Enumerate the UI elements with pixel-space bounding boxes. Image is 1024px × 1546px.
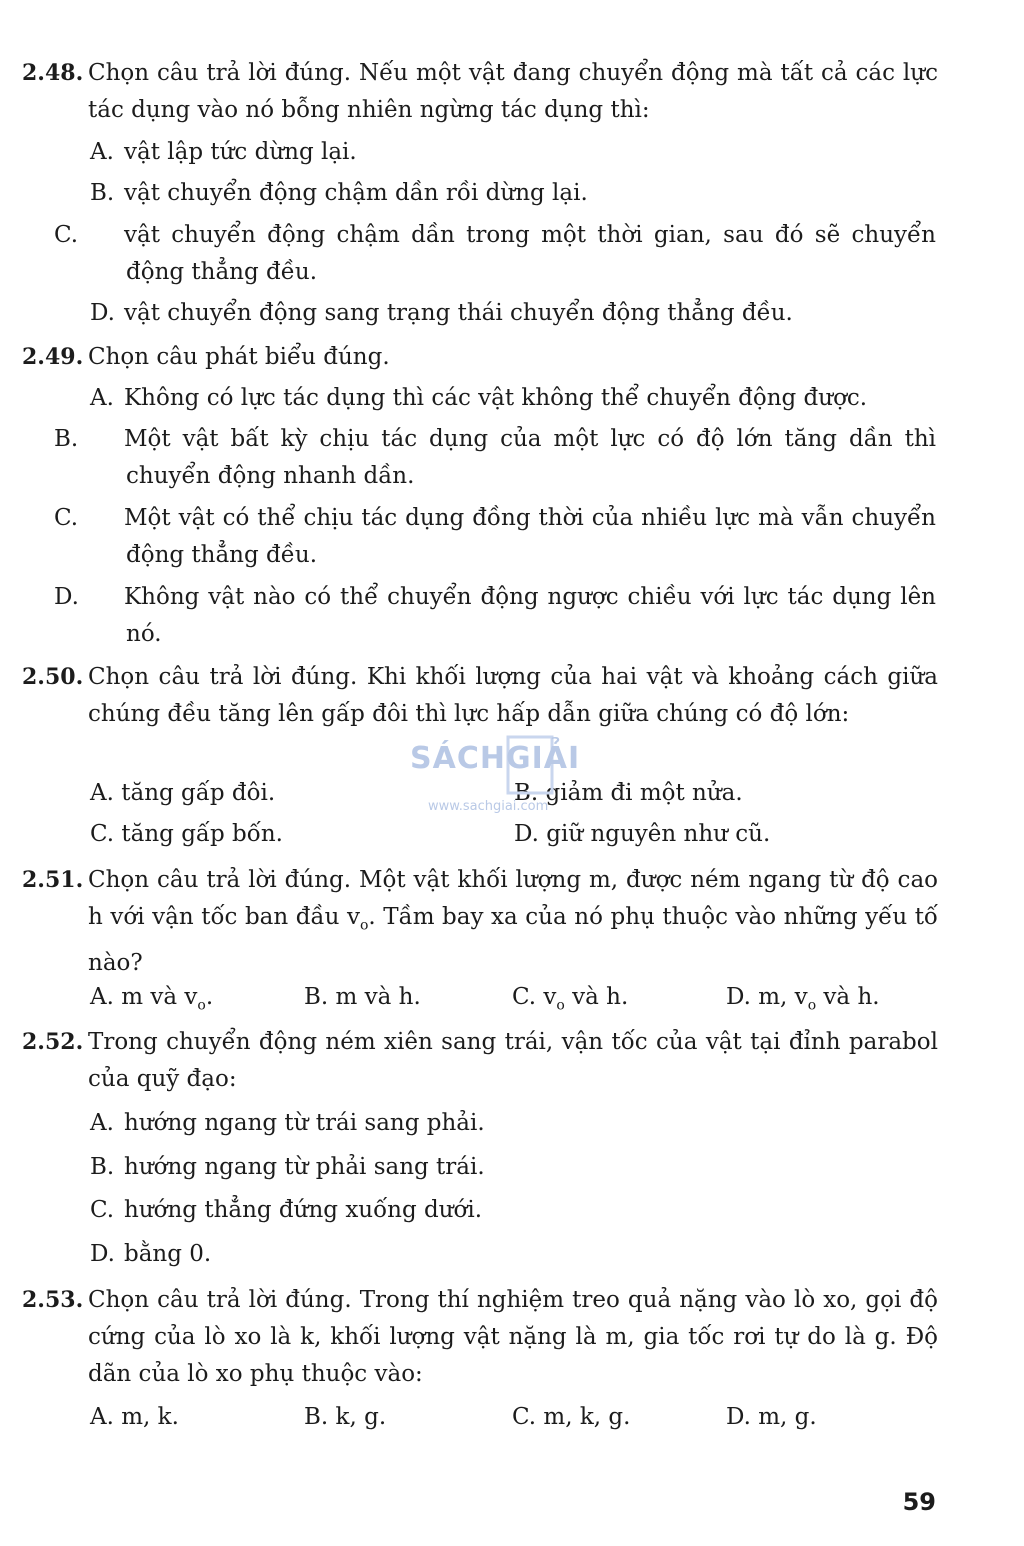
option-letter: A. [90, 984, 114, 1010]
subscript: o [359, 917, 369, 934]
option-text: hướng ngang từ trái sang phải. [124, 1110, 485, 1136]
option-letter: B. [90, 1154, 115, 1180]
option-letter: C. [512, 984, 537, 1010]
option-text: tăng gấp bốn. [121, 821, 283, 847]
option-text: hướng ngang từ phải sang trái. [124, 1154, 485, 1180]
option-d [90, 1236, 936, 1273]
option-letter: B. [54, 426, 79, 452]
option-text: Không vật nào có thể chuyển động ngược chiều với lực tác dụng lên nó. [124, 584, 936, 647]
option-a [90, 1399, 179, 1436]
question-number: 2.52. [22, 1029, 84, 1055]
option-text: m và h. [335, 984, 421, 1010]
option-letter: B. [304, 984, 329, 1010]
page-number: 59 [902, 1488, 936, 1516]
option-letter: D. [90, 1241, 115, 1267]
option-text: và h. [564, 984, 629, 1010]
question-number: 2.53. [22, 1287, 84, 1313]
option-text: vật chuyển động sang trạng thái chuyển động thẳng đều. [124, 300, 793, 326]
option-b [304, 979, 421, 1016]
option-letter: A. [90, 385, 114, 411]
option-a [90, 134, 936, 171]
watermark-url: www.sachgiai.com [428, 799, 549, 814]
option-letter: D. [726, 1404, 751, 1430]
option-letter: D. [54, 584, 79, 610]
option-text: Không có lực tác dụng thì các vật không thể chuyển động được. [124, 385, 868, 411]
option-d [90, 295, 936, 332]
question-number: 2.49. [22, 344, 84, 370]
option-c [90, 816, 283, 853]
option-text: v [543, 984, 557, 1010]
option-d [54, 579, 936, 653]
option-text: vật lập tức dừng lại. [124, 139, 357, 165]
option-letter: A. [90, 1110, 114, 1136]
option-letter: C. [90, 821, 115, 847]
option-text: tăng gấp đôi. [121, 780, 276, 806]
option-a [90, 380, 936, 417]
option-text: giữ nguyên như cũ. [546, 821, 771, 847]
option-text: m, k, g. [543, 1404, 631, 1430]
option-c [54, 217, 936, 291]
stem-part: Chọn câu trả lời đúng. Một vật khối lượng m, được ném ngang từ độ cao h với vận tốc ban đầu v [88, 867, 938, 930]
watermark-brand: SÁCHGIẢI [410, 741, 581, 776]
option-text: Một vật bất kỳ chịu tác dụng của một lực có độ lớn tăng dần thì chuyển động nhanh dần. [124, 426, 936, 489]
question-stem [88, 862, 938, 982]
watermark-logo [410, 735, 620, 825]
question-number: 2.50. [22, 664, 84, 690]
option-c [54, 500, 936, 574]
option-text: m và v [121, 984, 198, 1010]
subscript: o [197, 997, 206, 1014]
option-text: m, k. [121, 1404, 179, 1430]
stem-part: . Tầm bay xa của nó phụ thuộc vào những yếu tố nào? [88, 904, 939, 976]
option-letter: B. [514, 780, 539, 806]
option-letter: D. [514, 821, 539, 847]
option-a [90, 775, 275, 812]
option-letter: C. [54, 222, 79, 248]
subscript: o [807, 997, 817, 1014]
option-b [54, 421, 936, 495]
option-d [726, 1399, 817, 1436]
option-letter: C. [512, 1404, 537, 1430]
option-letter: C. [90, 1197, 115, 1223]
option-text: hướng thẳng đứng xuống dưới. [124, 1197, 483, 1223]
option-b [304, 1399, 386, 1436]
option-letter: C. [54, 505, 79, 531]
question-stem: Chọn câu trả lời đúng. Trong thí nghiệm treo quả nặng vào lò xo, gọi độ cứng của lò xo là k, khối lượng vật nặng là m, gia tốc rơi tự do là g. Độ dãn của lò xo phụ thuộc vào: [88, 1287, 938, 1387]
option-text: giảm đi một nửa. [545, 780, 743, 806]
subscript: o [556, 997, 565, 1014]
option-text: . [205, 984, 214, 1010]
question-number: 2.51. [22, 867, 84, 893]
option-text: k, g. [335, 1404, 387, 1430]
option-letter: A. [90, 139, 114, 165]
option-letter: A. [90, 780, 114, 806]
option-text: vật chuyển động chậm dần rồi dừng lại. [124, 180, 588, 206]
option-text: m, v [758, 984, 808, 1010]
question-stem: Trong chuyển động ném xiên sang trái, vận tốc của vật tại đỉnh parabol của quỹ đạo: [88, 1029, 938, 1092]
question-stem: Chọn câu trả lời đúng. Nếu một vật đang chuyển động mà tất cả các lực tác dụng vào nó bỗng nhiên ngừng tác dụng thì: [88, 60, 938, 123]
option-text: Một vật có thể chịu tác dụng đồng thời của nhiều lực mà vẫn chuyển động thẳng đều. [124, 505, 936, 568]
option-a [90, 1105, 936, 1142]
option-b [90, 1149, 936, 1186]
question-stem: Chọn câu phát biểu đúng. [88, 344, 390, 370]
option-letter: D. [90, 300, 115, 326]
option-letter: B. [90, 180, 115, 206]
option-text: vật chuyển động chậm dần trong một thời gian, sau đó sẽ chuyển động thẳng đều. [124, 222, 936, 285]
option-text: m, g. [758, 1404, 817, 1430]
option-letter: D. [726, 984, 751, 1010]
option-text: bằng 0. [124, 1241, 212, 1267]
question-stem: Chọn câu trả lời đúng. Khi khối lượng của hai vật và khoảng cách giữa chúng đều tăng lên gấp đôi thì lực hấp dẫn giữa chúng có độ lớn: [88, 664, 938, 727]
option-a [90, 979, 213, 1025]
question-number: 2.48. [22, 60, 84, 86]
option-letter: A. [90, 1404, 114, 1430]
option-d [726, 979, 880, 1025]
option-c [512, 1399, 630, 1436]
option-letter: B. [304, 1404, 329, 1430]
option-c [512, 979, 628, 1025]
option-text: và h. [816, 984, 880, 1010]
option-c [90, 1192, 936, 1229]
option-b [90, 175, 936, 212]
